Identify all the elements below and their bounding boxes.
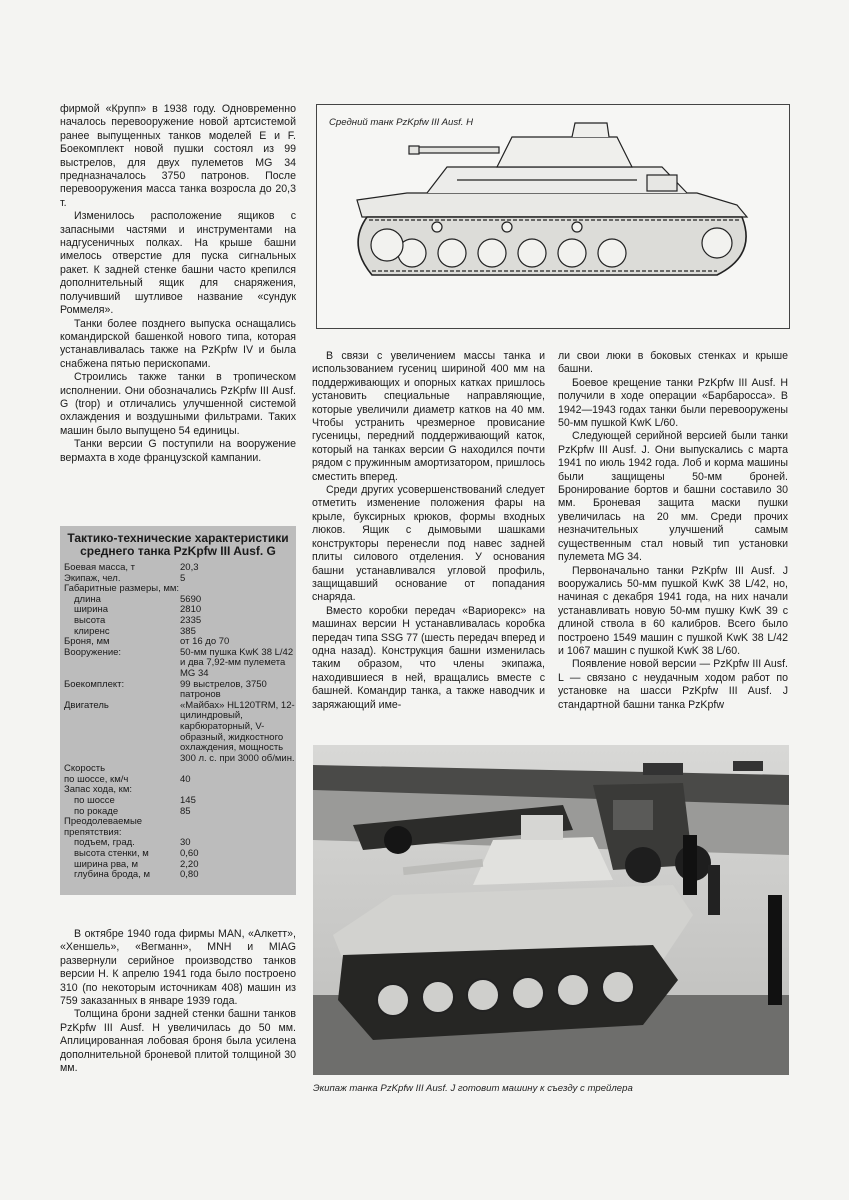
spec-key: Броня, мм xyxy=(64,636,110,648)
figure-caption: Средний танк PzKpfw III Ausf. H xyxy=(329,117,474,128)
paragraph: Вместо коробки передач «Вариорекс» на машинах версии H устанавливалась коробка передач типа SSG 77 (шесть передач вперед и одна назад). Конструкция башни изменилась таким образом, что члены экипажа, находившиеся в ней, вращались вместе с башней. Командир танка, а также наводчик и заряжающий име- xyxy=(312,604,545,711)
paragraph: В октябре 1940 года фирмы MAN, «Алкетт», «Хеншель», «Вегманн», MNH и MIAG развернули серийное производство танков версии H. К апрелю 1941 года было построено 310 (по некоторым источникам 408) машин из 759 заказанных в январе 1939 года. xyxy=(60,928,296,1008)
spec-value: 145 xyxy=(180,795,196,807)
paragraph: Изменилось расположение ящиков с запасными частями и инструментами на надгусеничных полках. На крыше башни имелось отверстие для пуска сигнальных ракет. К задней стенке башни часто крепился дополнительный ящик для снаряжения, получивший шутливое название «сундук Роммеля». xyxy=(60,210,296,317)
column-1-bottom xyxy=(60,928,296,1075)
tank-photo xyxy=(313,745,789,1075)
spec-key: высота xyxy=(74,614,106,626)
spec-value: 99 выстрелов, 3750 патронов xyxy=(180,678,267,701)
spec-value: 40 xyxy=(180,773,191,785)
spec-value: 2335 xyxy=(180,614,202,626)
paragraph: В связи с увеличением массы танка и использованием гусениц шириной 400 мм на поддерживающих и опорных катках пришлось установить специальные направляющие, которые увеличили диаметр катков на 40 мм. Чтобы устранить чрезмерное провисание гусеницы, передний поддерживающий каток, который на танках версии G находился почти рядом с пружинным амортизатором, пришлось сместить вперед. xyxy=(312,350,545,483)
spec-key: ширина рва, м xyxy=(74,858,139,870)
spec-value xyxy=(180,817,296,838)
spec-value xyxy=(180,785,296,796)
specification-title: Тактико-технические характеристики среднего танка PzKpfw III Ausf. G xyxy=(67,531,289,558)
spec-key: Запас хода, км: xyxy=(64,784,132,796)
tank-side-view-drawing xyxy=(317,105,789,328)
spec-key: длина xyxy=(74,593,101,605)
spec-key: глубина брода, м xyxy=(74,869,151,881)
spec-key: по шоссе xyxy=(74,795,115,807)
spec-value: 50-мм пушка KwK 38 L/42 и два 7,92-мм пулемета MG 34 xyxy=(180,646,294,679)
specification-table xyxy=(60,526,296,895)
tank-drawing-figure xyxy=(316,104,790,329)
spec-value: 0,60 xyxy=(180,848,199,860)
column-1-top xyxy=(60,103,296,465)
paragraph: Танки версии G поступили на вооружение вермахта в ходе французской кампании. xyxy=(60,438,296,464)
spec-row xyxy=(64,817,296,838)
spec-value: 0,80 xyxy=(180,869,199,881)
paragraph: фирмой «Крупп» в 1938 году. Одновременно началось перевооружение новой артсистемой ранее выпущенных танков моделей E и F. Боекомплект новой пушки состоял из 99 выстрелов, для двух пулеметов MG 34 предназначалось 3750 патронов. После перевооружения масса танка возросла до 20,3 т. xyxy=(60,103,296,209)
paragraph: Боевое крещение танки PzKpfw III Ausf. H получили в ходе операции «Барбаросса». В 1942—1943 годах танки были перевооружены 50-мм пушкой KwK L/60. xyxy=(558,376,788,430)
spec-key: Скорость xyxy=(64,763,106,775)
spec-value: 20,3 xyxy=(180,562,199,573)
spec-row xyxy=(64,563,296,574)
paragraph: Строились также танки в тропическом исполнении. Они обозначались PzKpfw III Ausf. G (trop) и отличались улучшенной системой охлаждения и воздушными фильтрами. Таких машин было выпущено 54 единицы. xyxy=(60,371,296,437)
spec-value: «Майбах» HL120TRM, 12-цилиндровый, карбюраторный, V-образный, жидкостного охлаждения, мощность 300 л. с. при 3000 об/мин. xyxy=(180,699,295,764)
spec-value: 5 xyxy=(180,572,186,584)
paragraph: Среди других усовершенствований следует отметить изменение положения фары на крыле, буксирных крюков, формы входных люков. Ящик с дымовыми шашками конструкторы перенесли под навес задней плиты силового отделения. У основания башни устанавливался угловой профиль, защищавший основание от попадания снаряда. xyxy=(312,484,545,604)
spec-key: Габаритные размеры, мм: xyxy=(64,583,180,595)
spec-key: подъем, град. xyxy=(74,837,135,849)
spec-key: Боекомплект: xyxy=(64,678,125,690)
spec-value: от 16 до 70 xyxy=(180,636,230,648)
spec-value: 2,20 xyxy=(180,858,199,870)
spec-value: 30 xyxy=(180,837,191,849)
column-2 xyxy=(312,350,545,712)
column-3 xyxy=(558,350,788,712)
spec-key: ширина xyxy=(74,604,109,616)
spec-row xyxy=(64,648,296,680)
paragraph: Следующей серийной версией были танки PzKpfw III Ausf. J. Они выпускались с марта 1941 по июль 1942 года. Лоб и корма машины были защищены 50-мм броней. Бронирование бортов и башни составило 30 мм. Броневая защита маски пушки увеличилась на 20 мм. Среди прочих незначительных улучшений самым существенным стал новый тип установки пулемета MG 34. xyxy=(558,430,788,564)
spec-key: Вооружение: xyxy=(64,646,122,658)
spec-value xyxy=(180,764,296,775)
spec-key: Боевая масса, т xyxy=(64,562,136,573)
paragraph: Толщина брони задней стенки башни танков PzKpfw III Ausf. H увеличилась до 50 мм. Аплицированная лобовая броня была усилена дополнительной броневой плитой толщиной 30 мм. xyxy=(60,1008,296,1075)
spec-row xyxy=(64,870,296,881)
spec-key: Преодолеваемые препятствия: xyxy=(64,816,143,838)
spec-row xyxy=(64,680,296,701)
photo-caption: Экипаж танка PzKpfw III Ausf. J готовит машину к съезду с трейлера xyxy=(313,1083,633,1094)
spec-key: по рокаде xyxy=(74,805,119,817)
spec-value: 2810 xyxy=(180,604,202,616)
tank-on-trailer-photo xyxy=(313,745,789,1075)
paragraph: Появление новой версии — PzKpfw III Ausf. L — связано с неудачным ходом работ по установке на шасси PzKpfw III Ausf. J стандартной башни танка PzKpfw xyxy=(558,658,788,711)
spec-key: Двигатель xyxy=(64,699,109,711)
spec-value: 385 xyxy=(180,625,196,637)
spec-row xyxy=(64,616,296,627)
spec-key: высота стенки, м xyxy=(74,848,149,860)
spec-key: по шоссе, км/ч xyxy=(64,773,129,785)
paragraph: ли свои люки в боковых стенках и крыше башни. xyxy=(558,350,788,376)
paragraph: Первоначально танки PzKpfw III Ausf. J вооружались 50-мм пушкой KwK 38 L/42, но, начиная с декабря 1941 года, на них начали устанавливать новую 50-мм пушку KwK 39 с длиной ствола в 60 калибров. Всего было построено 1549 машин с пушкой KwK 38 L/42 и 1067 машин с пушкой KwK 38 L/60. xyxy=(558,564,788,657)
paragraph: Танки более позднего выпуска оснащались командирской башенкой нового типа, которая устанавливалась также на PzKpfw IV и была снабжена пятью перископами. xyxy=(60,317,296,370)
spec-key: Экипаж, чел. xyxy=(64,572,121,584)
spec-rows xyxy=(64,563,296,881)
spec-row xyxy=(64,701,296,765)
spec-key: клиренс xyxy=(74,625,110,637)
spec-value: 5690 xyxy=(180,593,202,605)
spec-value: 85 xyxy=(180,805,191,817)
